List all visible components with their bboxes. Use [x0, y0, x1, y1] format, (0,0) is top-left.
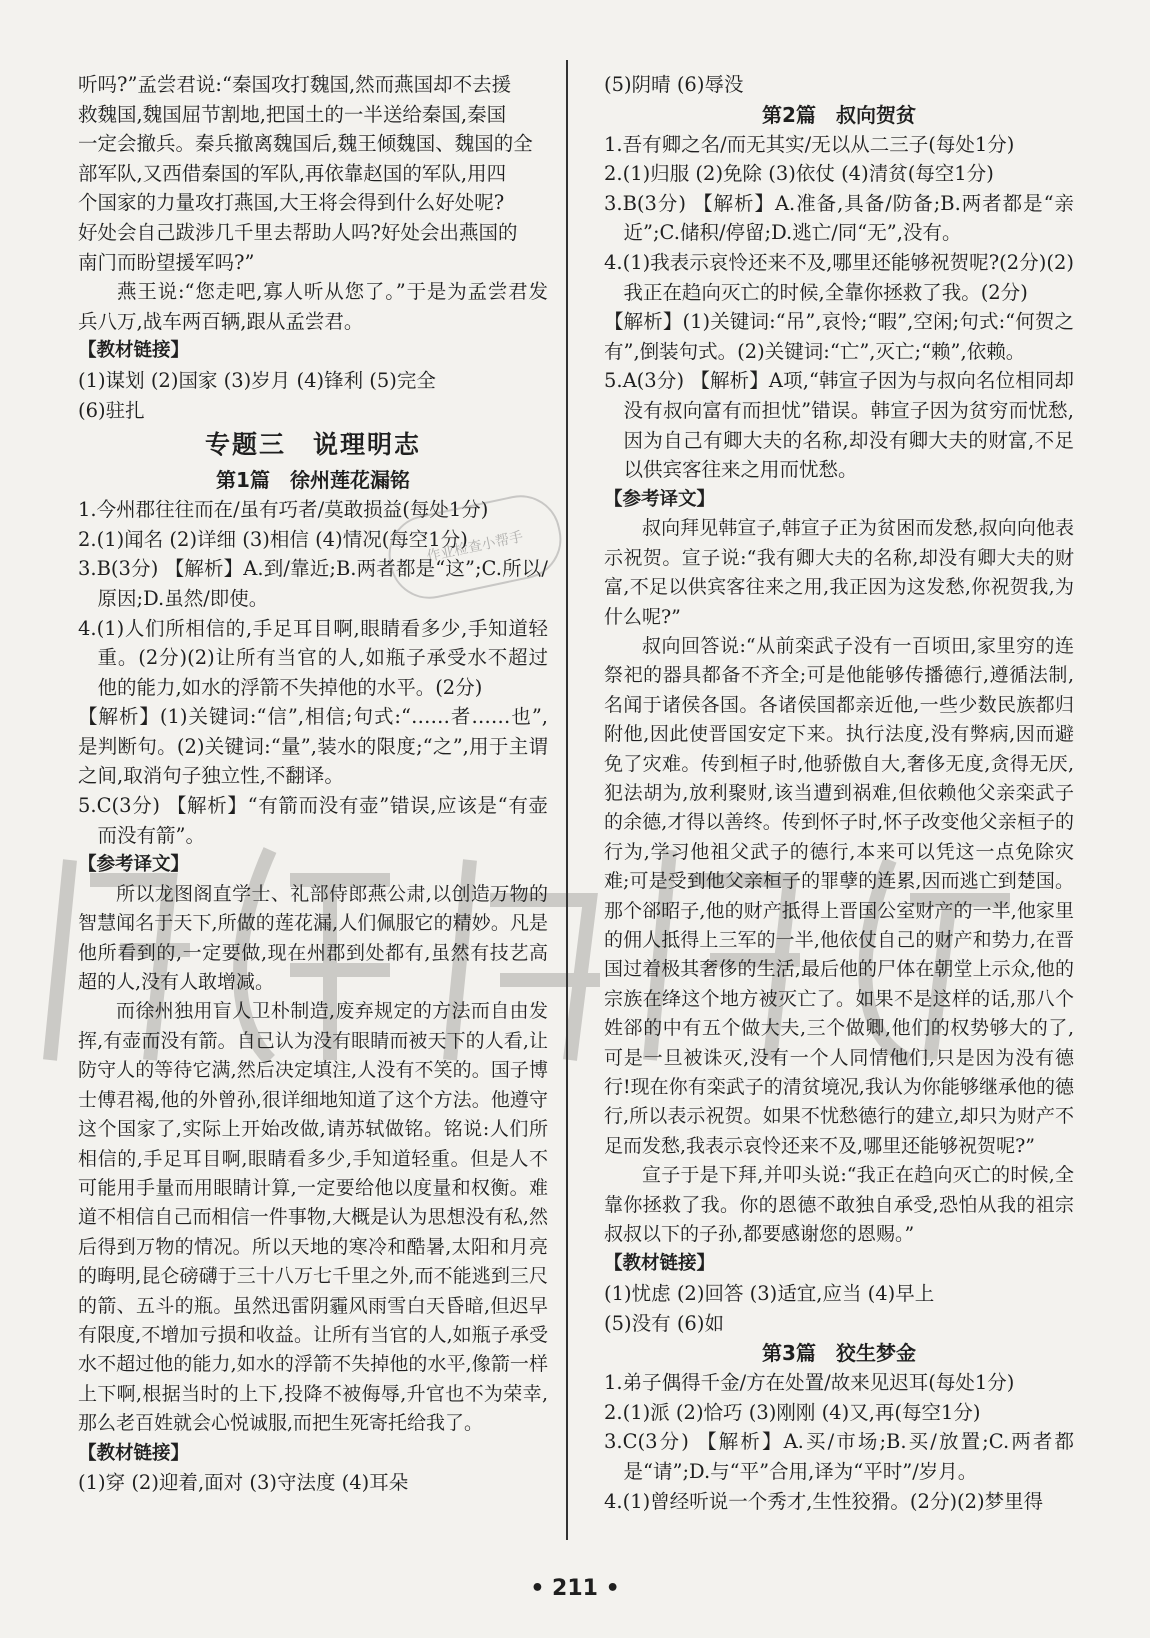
intro-line: 个国家的力量攻打燕国,大王将会得到什么好处呢? [78, 191, 505, 215]
homework-helper-stamp: 作业检查小帮手 [381, 488, 569, 606]
piece-title: 第2篇 叔向贺贫 [762, 102, 916, 127]
answer-item: 4.(1)曾经听说一个秀才,生性狡猾。(2分)(2)梦里得 [604, 1489, 1044, 1513]
column-divider [566, 60, 568, 1540]
textbook-link-heading: 【教材链接】 [604, 1253, 716, 1275]
textbook-link-heading: 【教材链接】 [78, 1442, 190, 1464]
intro-line: 好处会自己跋涉几千里去帮助人吗?好处会出燕国的 [78, 220, 518, 244]
translation-paragraph: 所以龙图阁直学士、礼部侍郎燕公肃,以创造万物的智慧闻名于天下,所做的莲花漏,人们佩服它的精妙。凡是他所看到的,一定要做,现在州郡到处都有,虽然有技艺高超的人,没有人敢增减。 [78, 882, 548, 994]
answer-item: 2.(1)派 (2)恰巧 (3)刚刚 (4)又,再(每空1分) [604, 1400, 981, 1424]
reference-translation-heading: 【参考译文】 [604, 488, 716, 510]
answer-item: 4.(1)我表示哀怜还来不及,哪里还能够祝贺呢?(2分)(2)我正在趋向灭亡的时候,全靠你拯救了我。(2分) [604, 250, 1074, 304]
textbook-link-line: (1)忧虑 (2)回答 (3)适宜,应当 (4)早上 [604, 1282, 935, 1306]
answer-item: 1.今州郡往往而在/虽有巧者/莫敢损益(每处1分) [78, 498, 489, 522]
answer-item: 5.C(3分) 【解析】“有箭而没有壶”错误,应该是“有壶而没有箭”。 [78, 794, 548, 847]
analysis-text: 【解析】(1)关键词:“信”,相信;句式:“……者……也”,是判断句。(2)关键词:“量”,装水的限度;“之”,用于主谓之间,取消句子独立性,不翻译。 [78, 705, 548, 788]
textbook-link-line: (1)穿 (2)迎着,面对 (3)守法度 (4)耳朵 [78, 1471, 409, 1495]
intro-line: 部军队,又西借秦国的军队,再依靠赵国的军队,用四 [78, 161, 507, 185]
analysis-text: 【解析】(1)关键词:“吊”,哀怜;“暇”,空闲;句式:“何贺之有”,倒装句式。(2)关键词:“亡”,灭亡;“赖”,依赖。 [604, 310, 1074, 363]
translation-paragraph: 叔向回答说:“从前栾武子没有一百顷田,家里穷的连祭祀的器具都备不齐全;可是他能够传播德行,遵循法制,名闻于诸侯各国。各诸侯国都亲近他,一些少数民族都归附他,因此使晋国安定下来。执行法度,没有弊病,因而避免了灾难。传到桓子时,他骄傲自大,奢侈无度,贪得无厌,犯法胡为,放利聚财,该当遭到祸难,但依赖他父亲栾武子的余德,才得以善终。传到怀子时,怀子改变他父亲桓子的行为,学习他祖父武子的德行,本来可以凭这一点免除灾难;可是受到他父亲桓子的罪孽的连累,因而逃亡到楚国。那个郤昭子,他的财产抵得上晋国公室财产的一半,他家里的佣人抵得上三军的一半,他依仗自己的财产和势力,在晋国过着极其奢侈的生活,最后他的尸体在朝堂上示众,他的宗族在绛这个地方被灭亡了。如果不是这样的话,那八个姓郤的中有五个做大夫,三个做卿,他们的权势够大的了,可是一旦被诛灭,没有一个人同情他们,只是因为没有德行!现在你有栾武子的清贫境况,我认为你能够继承他的德行,所以表示祝贺。如果不忧愁德行的建立,却只为财产不足而发愁,我表示哀怜还来不及,哪里还能够祝贺呢?” [604, 634, 1074, 1157]
left-column [78, 70, 548, 1498]
answer-item: 5.A(3分) 【解析】A项,“韩宣子因为与叔向名位相同却没有叔向富有而担忧”错误。韩宣子因为贫穷而忧愁,因为自己有卿大夫的名称,却没有卿大夫的财富,不足以供宾客往来之用而忧愁。 [604, 369, 1074, 482]
intro-paragraph: 燕王说:“您走吧,寡人听从您了。”于是为孟尝君发兵八万,战车两百辆,跟从孟尝君。 [78, 280, 548, 333]
piece-title: 第1篇 徐州莲花漏铭 [216, 468, 410, 493]
page-number: • 211 • [530, 1576, 620, 1601]
answer-item: 3.B(3分) 【解析】A.到/靠近;B.两者都是“这”;C.所以/原因;D.虽然/即使。 [78, 557, 548, 610]
answer-item: 3.C(3分) 【解析】A.买/市场;B.买/放置;C.两者都是“请”;D.与“平”合用,译为“平时”/岁月。 [604, 1430, 1074, 1484]
translation-paragraph: 而徐州独用盲人卫朴制造,废弃规定的方法而自由发挥,有壶而没有箭。自己认为没有眼睛而被天下的人看,让防守人的等待它满,然后决定填注,人没有不笑的。国子博士傅君褐,他的外曾孙,很详细地知道了这个方法。他遵守这个国家了,实际上开始改做,请苏轼做铭。铭说:人们所相信的,手足耳目啊,眼睛看多少,手知道轻重。但是人不可能用手量而用眼睛计算,一定要给他以度量和权衡。难道不相信自己而相信一件事物,大概是认为思想没有私,然后得到万物的情况。所以天地的寒冷和酷暑,太阳和月亮的晦明,昆仑磅礴于三十八万七千里之外,而不能逃到三尺的箭、五斗的瓶。虽然迅雷阴霾风雨雪白天昏暗,但迟早有限度,不增加亏损和收益。让所有当官的人,如瓶子承受水不超过他的能力,如水的浮箭不失掉他的水平,像箭一样上下啊,根据当时的上下,投降不被侮辱,升官也不为荣幸,那么老百姓就会心悦诚服,而把生死寄托给我了。 [78, 1000, 548, 1435]
textbook-link-line: (1)谋划 (2)国家 (3)岁月 (4)锋利 (5)完全 [78, 368, 436, 392]
answer-item: 3.B(3分) 【解析】A.准备,具备/防备;B.两者都是“亲近”;C.储积/停留;D.逃亡/同“无”,没有。 [604, 191, 1074, 245]
intro-line: 一定会撤兵。秦兵撤离魏国后,魏王倾魏国、魏国的全 [78, 132, 533, 156]
piece-title: 第3篇 狡生梦金 [762, 1341, 916, 1366]
reference-translation-heading: 【参考译文】 [78, 854, 190, 876]
answer-item: 1.弟子偶得千金/方在处置/故来见迟耳(每处1分) [604, 1371, 1015, 1395]
translation-paragraph: 宣子于是下拜,并叩头说:“我正在趋向灭亡的时候,全靠你拯救了我。你的恩德不敢独自承受,恐怕从我的祖宗叔叔以下的子孙,都要感谢您的恩赐。” [604, 1164, 1074, 1246]
textbook-link-line: (6)驻扎 [78, 398, 145, 422]
answer-item: 2.(1)归服 (2)免除 (3)依仗 (4)清贫(每空1分) [604, 162, 994, 186]
answer-item: 2.(1)闻名 (2)详细 (3)相信 (4)情况(每空1分) [78, 527, 468, 551]
answer-item: 1.吾有卿之名/而无其实/无以从二三子(每处1分) [604, 132, 1015, 156]
answer-item: 4.(1)人们所相信的,手足耳目啊,眼睛看多少,手知道轻重。(2分)(2)让所有当官的人,如瓶子承受水不超过他的能力,如水的浮箭不失掉他的水平。(2分) [78, 616, 548, 699]
intro-line: 听吗?”孟尝君说:“秦国攻打魏国,然而燕国却不去援 [78, 73, 512, 96]
textbook-link-line: (5)阴晴 (6)辱没 [604, 73, 744, 96]
section-title: 专题三 说理明志 [204, 430, 421, 460]
textbook-link-line: (5)没有 (6)如 [604, 1311, 724, 1335]
translation-paragraph: 叔向拜见韩宣子,韩宣子正为贫困而发愁,叔向向他表示祝贺。宣子说:“我有卿大夫的名称,却没有卿大夫的财富,不足以供宾客往来之用,我正因为这发愁,你祝贺我,为什么呢?” [604, 517, 1074, 628]
textbook-link-heading: 【教材链接】 [78, 340, 190, 362]
intro-line: 救魏国,魏国屈节割地,把国土的一半送给秦国,秦国 [78, 102, 507, 126]
right-column [604, 70, 1074, 1516]
intro-line: 南门而盼望援军吗?” [78, 250, 255, 274]
